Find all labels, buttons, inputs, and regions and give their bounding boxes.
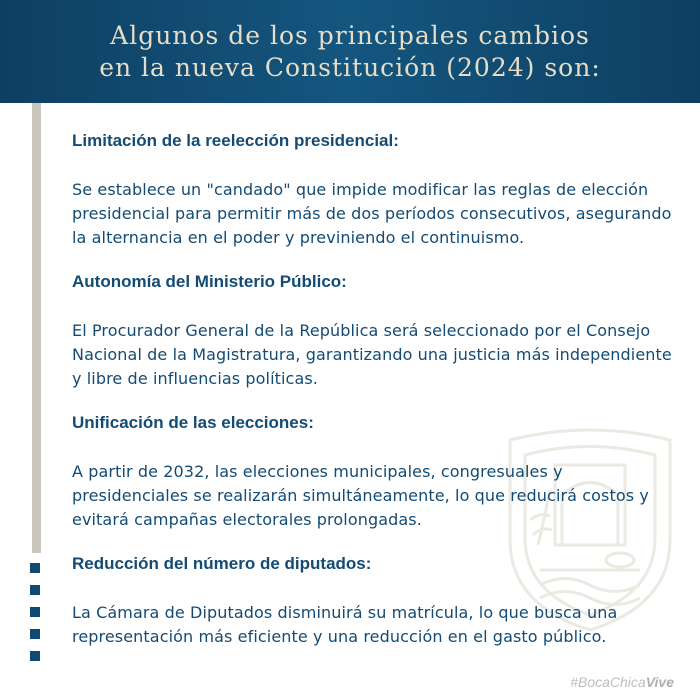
header-banner [0,0,700,103]
section-body-ministerio-publico: El Procurador General de la República será seleccionado por el Consejo Nacional de la Magistratura, garantizando una justicia más independiente y libre de influencias políticas. [72,321,672,388]
hashtag-suffix: Vive [645,674,674,690]
decorative-square-bullets [30,563,40,673]
square-bullet-icon [30,585,40,595]
section-body-reduccion-diputados: La Cámara de Diputados disminuirá su matrícula, lo que busca una representación más eficiente y una reducción en el gasto público. [72,603,618,646]
header-title-line-1: Algunos de los principales cambios [110,20,590,50]
footer-hashtag [570,674,674,690]
section-title-unificacion-elecciones: Unificación de las elecciones: [72,413,314,432]
square-bullet-icon [30,563,40,573]
square-bullet-icon [30,651,40,661]
hashtag-prefix: #BocaChica [570,674,646,690]
header-title-line-2: en la nueva Constitución (2024) son: [99,52,601,82]
section-title-reduccion-diputados: Reducción del número de diputados: [72,554,372,573]
section-title-ministerio-publico: Autonomía del Ministerio Público: [72,272,347,291]
square-bullet-icon [30,629,40,639]
square-bullet-icon [30,607,40,617]
section-body-unificacion-elecciones: A partir de 2032, las elecciones municipales, congresuales y presidenciales se realizarán simultáneamente, lo que reducirá costos y evitará campañas electorales prolongadas. [72,462,649,529]
content-area [72,128,684,649]
section-title-reeleccion: Limitación de la reelección presidencial: [72,131,399,150]
section-body-reeleccion: Se establece un "candado" que impide modificar las reglas de elección presidencial para permitir más de dos períodos consecutivos, asegurando la alternancia en el poder y previniendo el continuismo. [72,180,672,247]
decorative-side-bar [32,103,41,553]
